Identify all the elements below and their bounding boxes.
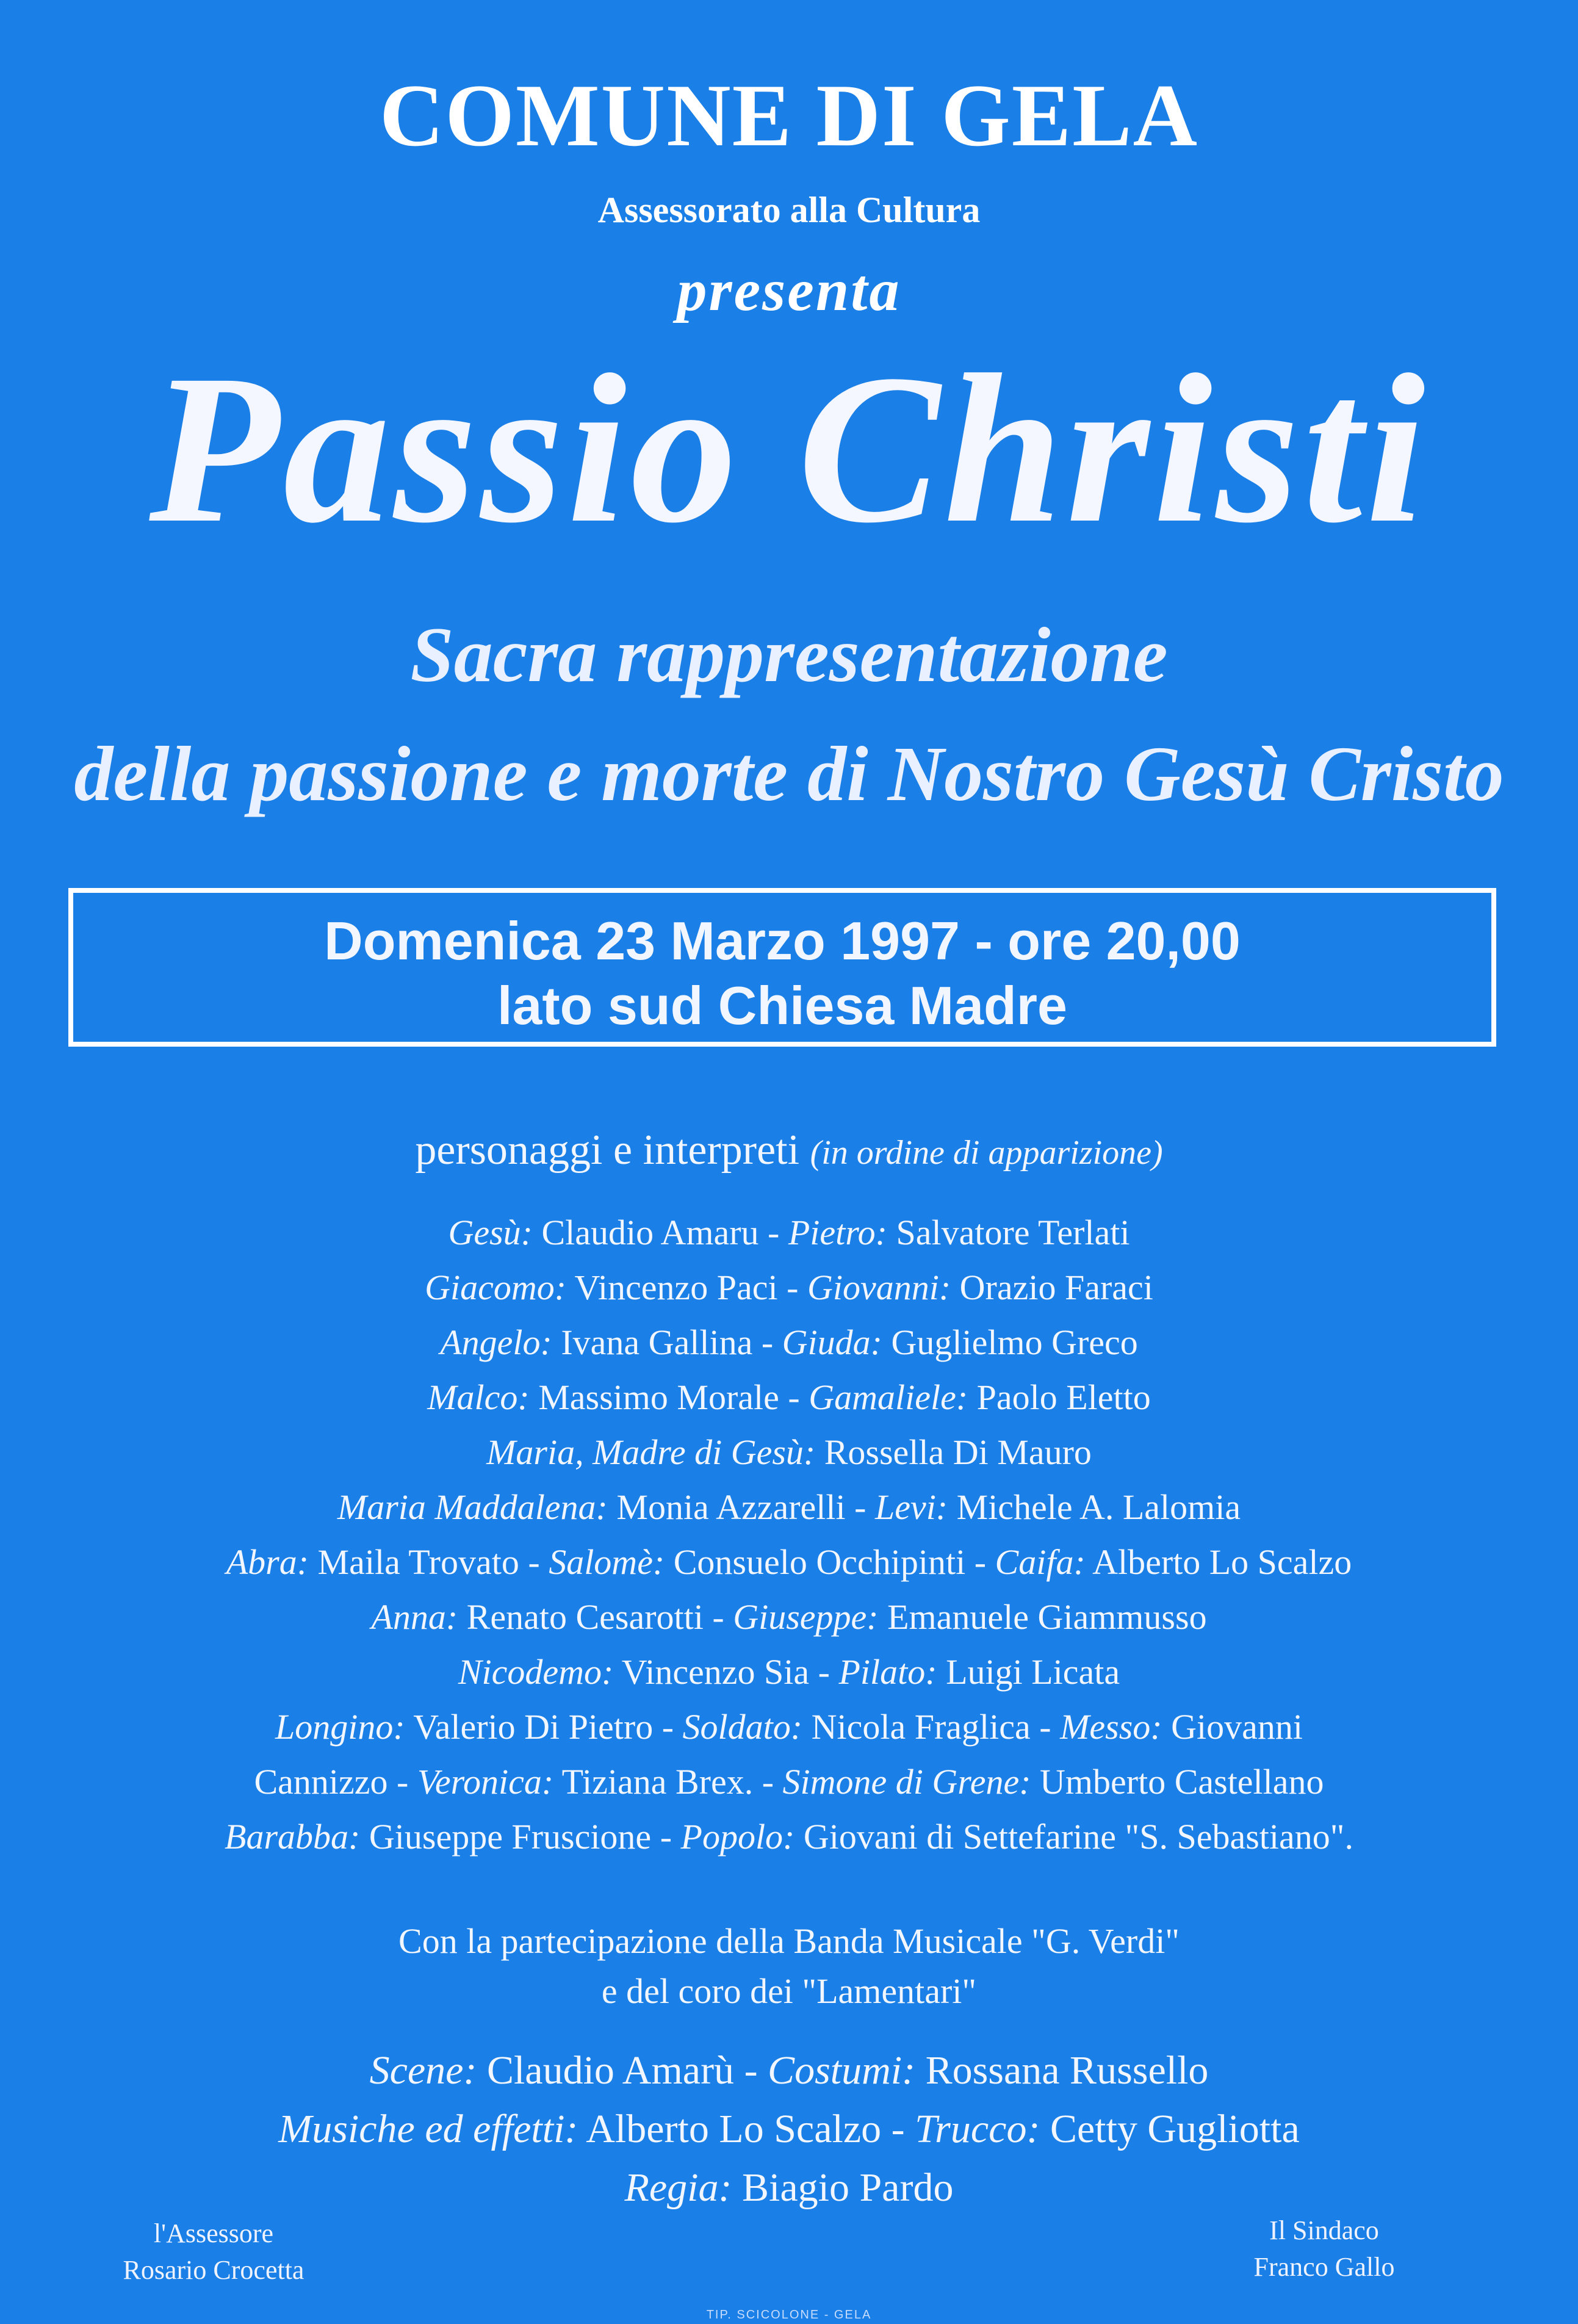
cast-header	[0, 1126, 1578, 1175]
separator-dash: -	[387, 1762, 417, 1802]
role-name: Barabba:	[225, 1817, 361, 1857]
cast-row	[0, 1700, 1578, 1755]
actor-name: Rossana Russello	[925, 2048, 1209, 2093]
signature-title: Il Sindaco	[1269, 2215, 1379, 2245]
event-date-time: Domenica 23 Marzo 1997 - ore 20,00	[324, 911, 1241, 971]
separator-dash: -	[809, 1652, 839, 1692]
separator-dash: -	[881, 2107, 915, 2151]
actor-name: Guglielmo Greco	[891, 1323, 1138, 1362]
organization-title: COMUNE DI GELA	[379, 66, 1199, 165]
poster-title: Passio Christi	[149, 330, 1429, 567]
actor-name: Renato Cesarotti	[466, 1597, 704, 1637]
cast-row	[0, 1260, 1578, 1315]
cast-row	[0, 1480, 1578, 1535]
actor-name: Tiziana Brex.	[561, 1762, 754, 1802]
actor-name: Alberto Lo Scalzo	[1092, 1542, 1352, 1582]
role-name: Caifa:	[995, 1542, 1086, 1582]
separator-dash: -	[779, 1377, 809, 1417]
cast-row	[0, 1755, 1578, 1810]
credits-list	[0, 2041, 1578, 2217]
actor-name: Monia Azzarelli	[616, 1487, 846, 1527]
actor-name: Giovanni	[1171, 1707, 1303, 1747]
presents-label: presenta	[677, 258, 901, 323]
role-name: Longino:	[275, 1707, 405, 1747]
event-info-box	[68, 888, 1496, 1047]
actor-name: Orazio Faraci	[959, 1268, 1153, 1307]
separator-dash: -	[1030, 1707, 1061, 1747]
signature-title: l'Assessore	[153, 2218, 274, 2248]
actor-name: Cetty Gugliotta	[1050, 2107, 1300, 2151]
credits-row	[0, 2159, 1578, 2217]
participation-block	[0, 1916, 1578, 2016]
actor-name: Rossella Di Mauro	[824, 1432, 1092, 1472]
role-name: Nicodemo:	[458, 1652, 614, 1692]
role-name: Popolo:	[680, 1817, 795, 1857]
cast-row	[0, 1315, 1578, 1370]
role-name: Gamaliele:	[809, 1377, 968, 1417]
actor-name: Giuseppe Fruscione	[369, 1817, 652, 1857]
actor-name: Consuelo Occhipinti	[673, 1542, 966, 1582]
signature-name: Franco Gallo	[1253, 2252, 1395, 2282]
subtitle-line-1: Sacra rappresentazione	[410, 612, 1168, 698]
role-name: Maria Maddalena:	[337, 1487, 608, 1527]
separator-dash: -	[965, 1542, 995, 1582]
signature-assessore	[85, 2215, 342, 2289]
role-name: Gesù:	[448, 1213, 533, 1252]
separator-dash: -	[752, 1323, 782, 1362]
role-name: Giacomo:	[425, 1268, 567, 1307]
role-name: Costumi:	[768, 2048, 916, 2093]
actor-name: Michele A. Lalomia	[956, 1487, 1241, 1527]
credits-row	[0, 2100, 1578, 2159]
cast-row	[0, 1425, 1578, 1480]
printer-credit: TIP. SCICOLONE - GELA	[706, 2308, 872, 2322]
cast-row	[0, 1810, 1578, 1864]
actor-name: Emanuele Giammusso	[887, 1597, 1207, 1637]
actor-name: Claudio Amaru	[541, 1213, 759, 1252]
separator-dash: -	[653, 1707, 683, 1747]
role-name: Musiche ed effetti:	[278, 2107, 578, 2151]
separator-dash: -	[845, 1487, 875, 1527]
cast-row	[0, 1590, 1578, 1645]
cast-row	[0, 1535, 1578, 1590]
role-name: Levi:	[874, 1487, 948, 1527]
actor-name: Vincenzo Paci	[574, 1268, 778, 1307]
role-name: Scene:	[369, 2048, 477, 2093]
separator-dash: -	[777, 1268, 807, 1307]
actor-name: Claudio Amarù	[486, 2048, 735, 2093]
actor-name: Alberto Lo Scalzo	[586, 2107, 882, 2151]
role-name: Maria, Madre di Gesù:	[486, 1432, 816, 1472]
department-label: Assessorato alla Cultura	[597, 190, 981, 230]
separator-dash: -	[753, 1762, 783, 1802]
subtitle-line-2: della passione e morte di Nostro Gesù Cristo	[74, 731, 1504, 817]
separator-dash: -	[758, 1213, 788, 1252]
actor-name: Nicola Fraglica	[811, 1707, 1031, 1747]
participation-line-2: e del coro dei "Lamentari"	[601, 1971, 977, 2011]
role-name: Angelo:	[440, 1323, 552, 1362]
role-name: Abra:	[226, 1542, 309, 1582]
cast-row	[0, 1370, 1578, 1425]
actor-name: Massimo Morale	[538, 1377, 779, 1417]
actor-name: Vincenzo Sia	[621, 1652, 810, 1692]
signature-name: Rosario Crocetta	[123, 2255, 304, 2285]
actor-name: Cannizzo	[254, 1762, 388, 1802]
role-name: Pietro:	[788, 1213, 887, 1252]
role-name: Trucco:	[915, 2107, 1040, 2151]
actor-name: Giovani di Settefarine "S. Sebastiano".	[803, 1817, 1353, 1857]
actor-name: Valerio Di Pietro	[413, 1707, 654, 1747]
role-name: Simone di Grene:	[782, 1762, 1031, 1802]
role-name: Salomè:	[549, 1542, 665, 1582]
role-name: Veronica:	[417, 1762, 554, 1802]
actor-name: Salvatore Terlati	[896, 1213, 1130, 1252]
actor-name: Biagio Pardo	[741, 2165, 954, 2210]
role-name: Pilato:	[838, 1652, 937, 1692]
separator-dash: -	[734, 2048, 768, 2093]
separator-dash: -	[519, 1542, 549, 1582]
actor-name: Paolo Eletto	[976, 1377, 1151, 1417]
cast-row	[0, 1645, 1578, 1700]
actor-name: Ivana Gallina	[561, 1323, 753, 1362]
actor-name: Maila Trovato	[317, 1542, 519, 1582]
role-name: Giuseppe:	[733, 1597, 879, 1637]
role-name: Giovanni:	[807, 1268, 951, 1307]
actor-name: Umberto Castellano	[1040, 1762, 1324, 1802]
actor-name: Luigi Licata	[946, 1652, 1120, 1692]
separator-dash: -	[651, 1817, 681, 1857]
role-name: Malco:	[427, 1377, 530, 1417]
role-name: Giuda:	[782, 1323, 882, 1362]
cast-header-label: personaggi e interpreti	[415, 1127, 800, 1174]
signature-sindaco	[1196, 2212, 1452, 2286]
role-name: Anna:	[371, 1597, 458, 1637]
participation-line-1: Con la partecipazione della Banda Musicale "G. Verdi"	[398, 1921, 1180, 1961]
role-name: Regia:	[624, 2165, 732, 2210]
separator-dash: -	[703, 1597, 733, 1637]
role-name: Messo:	[1060, 1707, 1162, 1747]
event-location: lato sud Chiesa Madre	[497, 975, 1067, 1036]
role-name: Soldato:	[682, 1707, 803, 1747]
credits-row	[0, 2041, 1578, 2100]
cast-row	[0, 1205, 1578, 1260]
cast-list	[0, 1205, 1578, 1864]
cast-header-note: (in ordine di apparizione)	[810, 1134, 1163, 1172]
